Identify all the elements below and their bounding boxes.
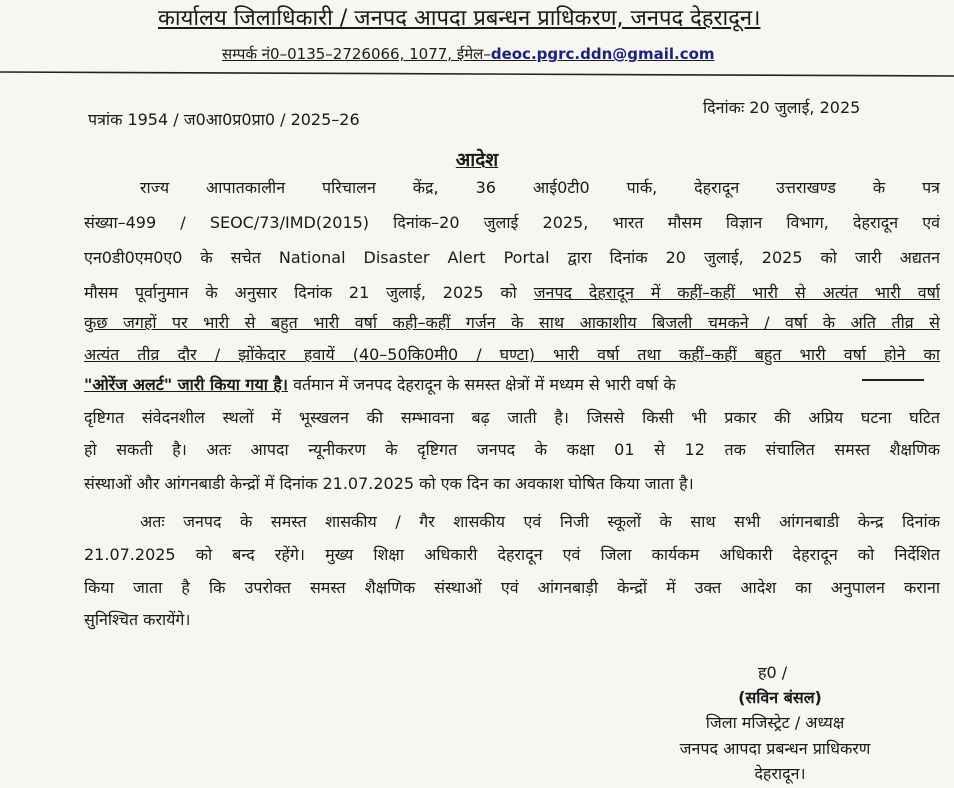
body-line-9: हो सकती है। अतः आपदा न्यूनीकरण के दृष्टिगत जनपद के कक्षा 01 से 12 तक संचालित समस्त शैक्षणिक xyxy=(84,440,940,459)
reference-number: पत्रांक 1954 / ज0आ0प्र0प्रा0 / 2025–26 xyxy=(88,110,360,129)
body-line-7-text: वर्तमान में जनपद देहरादून के समस्त क्षेत्रों में मध्यम से भारी वर्षा के xyxy=(288,375,676,394)
orange-alert-text: "ओरेंज अलर्ट" जारी किया गया है। xyxy=(84,375,288,394)
body-line-4 xyxy=(84,281,940,303)
header-divider xyxy=(0,70,954,78)
order-date: दिनांकः 20 जुलाई, 2025 xyxy=(703,98,861,117)
body-line-3: एन0डी0एम0ए0 के सचेत National Disaster Alert Portal द्वारा दिनांक 20 जुलाई, 2025 को जारी अद्यतन xyxy=(84,248,940,267)
signatory-designation: जिला मजिस्ट्रेट / अध्यक्ष xyxy=(705,713,845,732)
body-line-2: संख्या–499 / SEOC/73/IMD(2015) दिनांक–20 जुलाई 2025, भारत मौसम विज्ञान विभाग, देहरादून एवं xyxy=(84,213,940,232)
body-line-11: अतः जनपद के समस्त शासकीय / गैर शासकीय एवं निजी स्कूलों के साथ सभी आंगनबाडी केन्द्र दिनांक xyxy=(140,512,940,531)
order-title: आदेश xyxy=(455,149,499,171)
body-line-7 xyxy=(84,373,854,395)
body-line-8: दृष्टिगत संवेदनशील स्थलों में भूस्खलन की सम्भावना बढ़ जाती है। जिससे किसी भी प्रकार की अप्रिय घटना घटित xyxy=(84,408,940,427)
signatory-place: देहरादून। xyxy=(754,764,806,783)
signatory-authority: जनपद आपदा प्रबन्धन प्राधिकरण xyxy=(679,739,871,758)
contact-line xyxy=(222,44,812,64)
continuation-dash xyxy=(862,379,924,381)
contact-numbers: सम्पर्क नं0–0135–2726066, 1077, ईमेल– xyxy=(222,45,491,63)
alert-highlight-start: जनपद देहरादून में कहीं–कहीं भारी से अत्यंत भारी वर्षा xyxy=(533,283,940,302)
body-line-13: किया जाता है कि उपरोक्त समस्त शैक्षणिक संस्थाओं एवं आंगनबाड़ी केन्द्रों में उक्त आदेश का अनुपालन कराना xyxy=(84,578,940,597)
body-line-14: सुनिश्चित करायेंगे। xyxy=(84,610,191,629)
body-line-10: संस्थाओं और आंगनबाडी केन्द्रों में दिनांक 21.07.2025 को एक दिन का अवकाश घोषित किया जाता है। xyxy=(84,474,694,493)
office-heading: कार्यालय जिलाधिकारी / जनपद आपदा प्रबन्धन प्राधिकरण, जनपद देहरादून। xyxy=(158,6,761,31)
body-line-4-text: मौसम पूर्वानुमान के अनुसार दिनांक 21 जुलाई, 2025 को xyxy=(84,283,534,302)
body-line-6: अत्यंत तीव्र दौर / झोंकेदार हवायें (40–50कि0मी0 / घण्टा) भारी वर्षा तथा कहीं–कहीं बहुत भारी वर्षा होने का xyxy=(84,345,940,364)
signatory-name: (सविन बंसल) xyxy=(738,688,822,707)
signed-mark: ह0 / xyxy=(758,663,788,682)
body-line-1: राज्य आपातकालीन परिचालन केंद्र, 36 आई0टी0 पार्क, देहरादून उत्तराखण्ड के पत्र xyxy=(140,178,940,197)
body-line-5: कुछ जगहों पर भारी से बहुत भारी वर्षा कही–कहीं गर्जन के साथ आकाशीय बिजली चमकने / वर्षा के अति तीव्र से xyxy=(84,313,940,332)
body-line-12: 21.07.2025 को बन्द रहेंगे। मुख्य शिक्षा अधिकारी देहरादून एवं जिला कार्यकम अधिकारी देहरादून को निर्देशित xyxy=(84,545,940,564)
email-address: deoc.pgrc.ddn@gmail.com xyxy=(490,45,715,63)
